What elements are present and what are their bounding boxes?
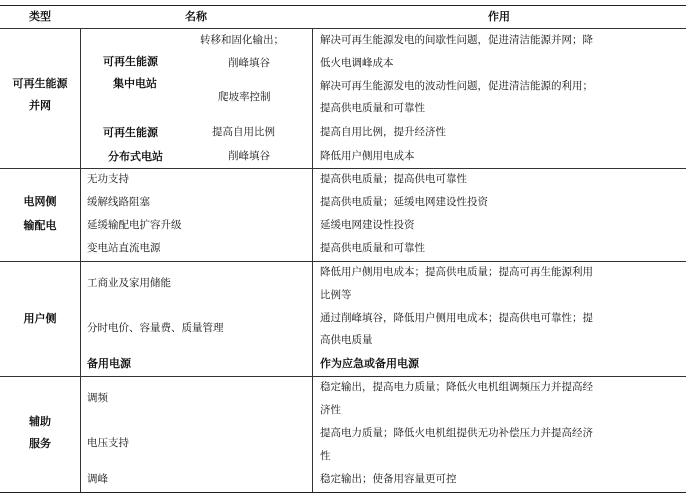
name-cell: 延缓输配电扩容升级 xyxy=(87,219,182,231)
effect-cell: 高供电质量 xyxy=(320,334,373,346)
type-aux-line2: 服务 xyxy=(29,437,51,450)
effect-cell: 降低用户侧用电成本；提高供电质量；提高可再生能源利用 xyxy=(320,266,593,278)
effect-cell: 提高供电质量；提高供电可靠性 xyxy=(320,173,467,185)
type-aux-line1: 辅助 xyxy=(29,415,51,428)
header-effect: 作用 xyxy=(488,10,510,23)
effect-cell: 低火电调峰成本 xyxy=(320,57,394,69)
name-cell: 缓解线路阻塞 xyxy=(87,196,150,208)
type-user: 用户侧 xyxy=(23,312,57,325)
header-bottom-rule xyxy=(0,28,686,29)
type-renewable-line1: 可再生能源 xyxy=(12,77,68,90)
name-cell: 电压支持 xyxy=(87,437,129,449)
name-cell: 变电站直流电源 xyxy=(87,242,161,254)
effect-column-divider xyxy=(312,29,313,492)
effect-cell: 提高自用比例，提升经济性 xyxy=(320,126,446,138)
effect-cell: 通过削峰填谷，降低用户侧用电成本；提高供电可靠性；提 xyxy=(320,312,593,324)
header-name: 名称 xyxy=(185,10,207,23)
name-cell: 提高自用比例 xyxy=(212,126,275,138)
effect-cell: 延缓电网建设性投资 xyxy=(320,219,415,231)
name-cell: 削峰填谷 xyxy=(228,57,270,69)
effect-cell: 稳定输出；使备用容量更可控 xyxy=(320,473,457,485)
effect-cell: 济性 xyxy=(320,404,341,416)
type-column-divider xyxy=(80,29,81,492)
effect-cell: 比例等 xyxy=(320,289,352,301)
user-section-rule xyxy=(0,376,686,377)
name-cell: 削峰填谷 xyxy=(228,150,270,162)
type-renewable-line2: 并网 xyxy=(29,99,51,112)
distributed-station-label-line2: 分布式电站 xyxy=(108,150,163,163)
effect-cell: 解决可再生能源发电的波动性问题，促进清洁能源的利用； xyxy=(320,80,593,92)
effect-cell: 解决可再生能源发电的间歇性问题，促进清洁能源并网；降 xyxy=(320,34,593,46)
header-type: 类型 xyxy=(29,10,51,23)
name-cell: 调频 xyxy=(87,392,108,404)
effect-cell: 稳定输出，提高电力质量；降低火电机组调频压力并提高经 xyxy=(320,381,593,393)
name-cell: 无功支持 xyxy=(87,173,129,185)
effect-cell: 提高供电质量；延缓电网建设性投资 xyxy=(320,196,488,208)
type-grid-line1: 电网侧 xyxy=(23,195,57,208)
name-cell: 备用电源 xyxy=(87,357,131,370)
central-station-label-line2: 集中电站 xyxy=(113,77,157,90)
grid-section-rule xyxy=(0,261,686,262)
effect-cell: 提高供电质量和可靠性 xyxy=(320,242,425,254)
distributed-station-label-line1: 可再生能源 xyxy=(103,126,158,139)
name-cell: 爬坡率控制 xyxy=(218,91,271,103)
table-top-rule xyxy=(0,5,686,6)
name-cell: 转移和固化输出； xyxy=(200,34,284,46)
name-cell: 调峰 xyxy=(87,473,108,485)
effect-cell: 降低用户侧用电成本 xyxy=(320,150,415,162)
table-bottom-rule xyxy=(0,492,686,493)
type-grid-line2: 输配电 xyxy=(23,219,57,232)
name-cell: 工商业及家用储能 xyxy=(87,277,171,289)
central-station-label-line1: 可再生能源 xyxy=(103,55,158,68)
effect-cell: 提高电力质量；降低火电机组提供无功补偿压力并提高经济 xyxy=(320,427,593,439)
name-cell: 分时电价、容量费、质量管理 xyxy=(87,322,224,334)
effect-cell: 作为应急或备用电源 xyxy=(320,357,419,370)
effect-cell: 提高供电质量和可靠性 xyxy=(320,102,425,114)
renewable-section-rule xyxy=(0,168,686,169)
effect-cell: 性 xyxy=(320,450,331,462)
